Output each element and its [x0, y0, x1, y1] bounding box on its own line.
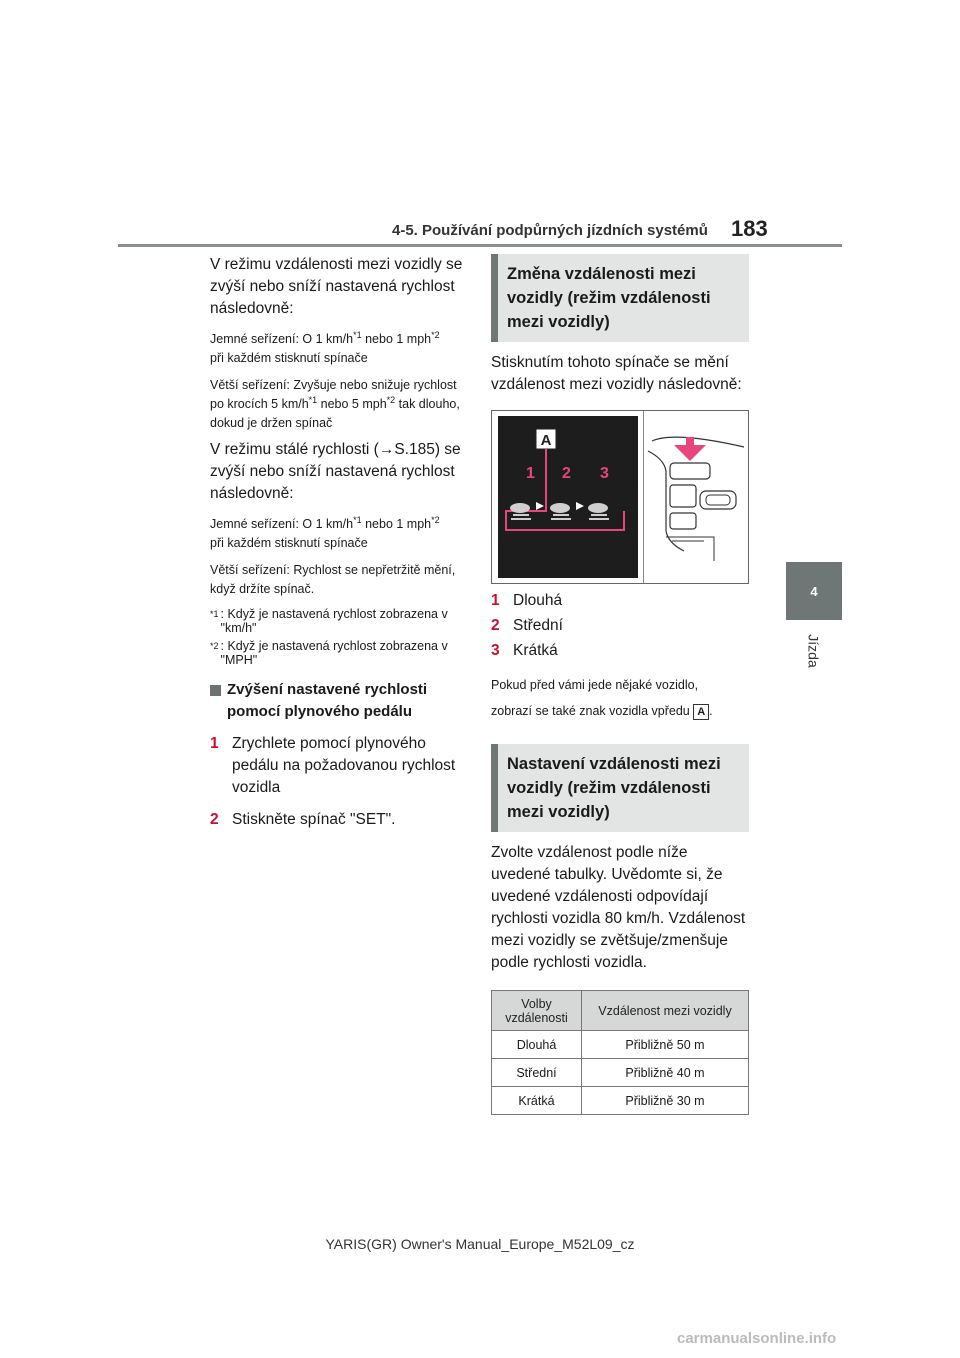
footnote-1: *1 : Když je nastavená rychlost zobrazena v "km/h"	[210, 607, 448, 635]
table-row	[492, 1087, 749, 1115]
bullet-square	[210, 685, 221, 696]
table-cell: Krátká	[492, 1087, 582, 1115]
table-cell: Přibližně 30 m	[582, 1087, 749, 1115]
section-header-title: 4-5. Používání podpůrných jízdních systémů	[392, 222, 708, 239]
right-column	[491, 254, 751, 1115]
table-cell: Dlouhá	[492, 1031, 582, 1059]
paragraph-switch-intro: Stisknutím tohoto spínače se mění vzdálenost mezi vozidly následovně:	[491, 354, 742, 393]
section-change-distance: Změna vzdálenosti mezi vozidly (režim vzdálenosti mezi vozidly)	[491, 254, 749, 342]
option-long: 1 Dlouhá	[491, 592, 563, 609]
paragraph-distance-mode: V režimu vzdálenosti mezi vozidly se zvýší nebo sníží nastavená rychlost následovně:	[210, 256, 463, 317]
distance-table	[491, 990, 749, 1115]
table-cell: Přibližně 40 m	[582, 1059, 749, 1087]
distance-display-illustration	[498, 416, 638, 578]
col-header-options: Volby vzdálenosti	[492, 991, 582, 1031]
page-footer: YARIS(GR) Owner's Manual_Europe_M52L09_cz	[325, 1236, 635, 1252]
paragraph-choose-distance: Zvolte vzdálenost podle níže uvedené tabulky. Uvědomte si, že uvedené vzdálenosti odpovídají rychlosti vozidla 80 km/h. Vzdálenost mezi vozidly se zvětšuje/zmenšuje podle rychlosti vozidla.	[491, 844, 746, 971]
watermark: carmanualsonline.info	[677, 1330, 837, 1347]
option-short: 3 Krátká	[491, 642, 558, 659]
col-header-distance: Vzdálenost mezi vozidly	[582, 991, 749, 1031]
fine-adjust-2: Jemné seřízení: O 1 $km/h^{*1}$ nebo 1 mph$^{*2}$ při každém stisknutí spínače	[210, 514, 440, 550]
header-rule	[118, 244, 842, 247]
option-medium: 2 Střední	[491, 617, 563, 634]
display-panel	[498, 416, 638, 578]
label-1: 1	[526, 465, 535, 482]
table-header-row	[492, 991, 749, 1031]
table-row	[492, 1059, 749, 1087]
coarse-adjust-2: Větší seřízení: Rychlost se nepřetržitě mění, když držíte spínač.	[210, 563, 456, 596]
chapter-tab[interactable]: 4	[786, 562, 842, 620]
page-number: 183	[731, 216, 768, 241]
coarse-adjust-1: Větší seřízení: Zvyšuje nebo snižuje rychlost po krocích 5 $km/h^{*1}$ nebo 5 mph$^{*2}$ tak dlouho, dokud je držen spínač	[210, 378, 460, 430]
fine-adjust-1: Jemné seřízení: O 1 $km/h^{*1}$ nebo 1 mph$^{*2}$ při každém stisknutí spínače	[210, 329, 440, 365]
left-column	[210, 254, 468, 831]
label-a-tag: A	[693, 704, 709, 720]
label-3: 3	[600, 465, 609, 482]
label-a: A	[540, 432, 552, 449]
table-cell: Přibližně 50 m	[582, 1031, 749, 1059]
step-2: 2 Stiskněte spínač "SET".	[210, 811, 396, 828]
section-set-distance: Nastavení vzdálenosti mezi vozidly (režim vzdálenosti mezi vozidly)	[491, 744, 749, 832]
distance-switch-figure	[491, 410, 749, 584]
note-vehicle-ahead: Pokud před vámi jede nějaké vozidlo, zobrazí se také znak vozidla vpředu A .	[491, 678, 713, 718]
label-2: 2	[562, 465, 571, 482]
options-list	[491, 590, 751, 662]
chapter-label: Jízda	[806, 634, 822, 668]
table-cell: Střední	[492, 1059, 582, 1087]
footnote-2: *2 : Když je nastavená rychlost zobrazena v "MPH"	[210, 639, 448, 667]
steering-switch-illustration	[644, 411, 748, 583]
table-row	[492, 1031, 749, 1059]
paragraph-constant-speed-mode: V režimu stálé rychlosti (→S.185) se zvýší nebo sníží nastavená rychlost následovně:	[210, 441, 461, 502]
step-1: 1 Zrychlete pomocí plynového pedálu na požadovanou rychlost vozidla	[210, 735, 456, 796]
car-icons	[510, 503, 609, 520]
subheading-accelerator: Zvýšení nastavené rychlosti pomocí plynového pedálu	[210, 679, 468, 723]
